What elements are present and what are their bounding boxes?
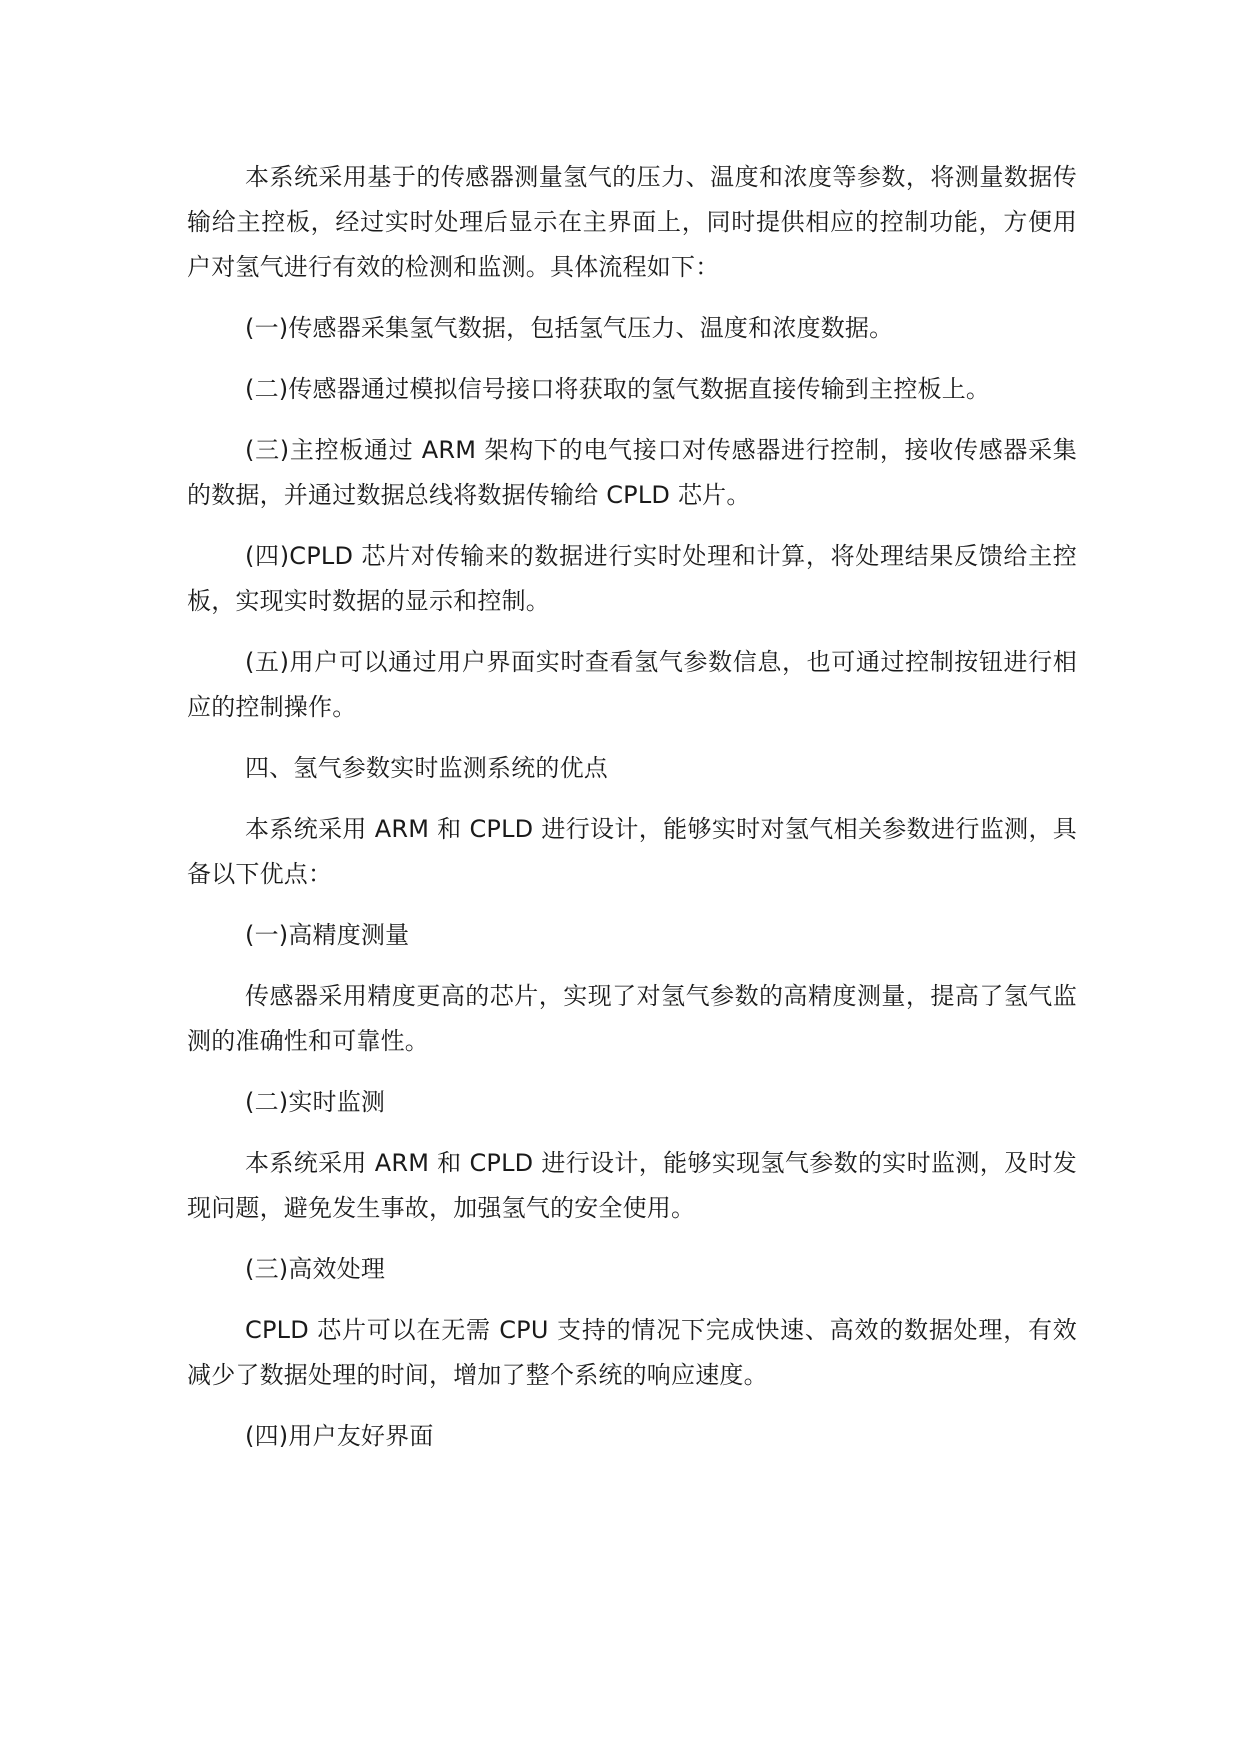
subheading-realtime-monitoring: (二)实时监测 [245, 1088, 386, 1116]
subheading-high-precision: (一)高精度测量 [245, 921, 410, 949]
paragraph-advantages-intro: 本系统采用 ARM 和 CPLD 进行设计，能够实时对氢气相关参数进行监测，具备以下优点： [187, 815, 1077, 888]
section-heading-advantages: 四、氢气参数实时监测系统的优点 [245, 754, 608, 782]
subheading-user-friendly-interface: (四)用户友好界面 [245, 1422, 434, 1450]
paragraph-efficient-processing: CPLD 芯片可以在无需 CPU 支持的情况下完成快速、高效的数据处理，有效减少了数据处理的时间，增加了整个系统的响应速度。 [187, 1316, 1077, 1389]
list-item-step-2: (二)传感器通过模拟信号接口将获取的氢气数据直接传输到主控板上。 [245, 375, 991, 403]
paragraph-system-overview: 本系统采用基于的传感器测量氢气的压力、温度和浓度等参数，将测量数据传输给主控板，经过实时处理后显示在主界面上，同时提供相应的控制功能，方便用户对氢气进行有效的检测和监测。具体流程如下： [187, 163, 1077, 281]
list-item-step-3: (三)主控板通过 ARM 架构下的电气接口对传感器进行控制，接收传感器采集的数据，并通过数据总线将数据传输给 CPLD 芯片。 [187, 436, 1077, 509]
subheading-efficient-processing: (三)高效处理 [245, 1255, 386, 1283]
list-item-step-1: (一)传感器采集氢气数据，包括氢气压力、温度和浓度数据。 [245, 314, 894, 342]
document-body [187, 155, 1077, 1475]
paragraph-realtime-monitoring: 本系统采用 ARM 和 CPLD 进行设计，能够实现氢气参数的实时监测，及时发现问题，避免发生事故，加强氢气的安全使用。 [187, 1149, 1077, 1222]
list-item-step-5: (五)用户可以通过用户界面实时查看氢气参数信息，也可通过控制按钮进行相应的控制操作。 [187, 648, 1077, 721]
list-item-step-4: (四)CPLD 芯片对传输来的数据进行实时处理和计算，将处理结果反馈给主控板，实现实时数据的显示和控制。 [187, 542, 1077, 615]
paragraph-high-precision: 传感器采用精度更高的芯片，实现了对氢气参数的高精度测量，提高了氢气监测的准确性和可靠性。 [187, 982, 1077, 1055]
